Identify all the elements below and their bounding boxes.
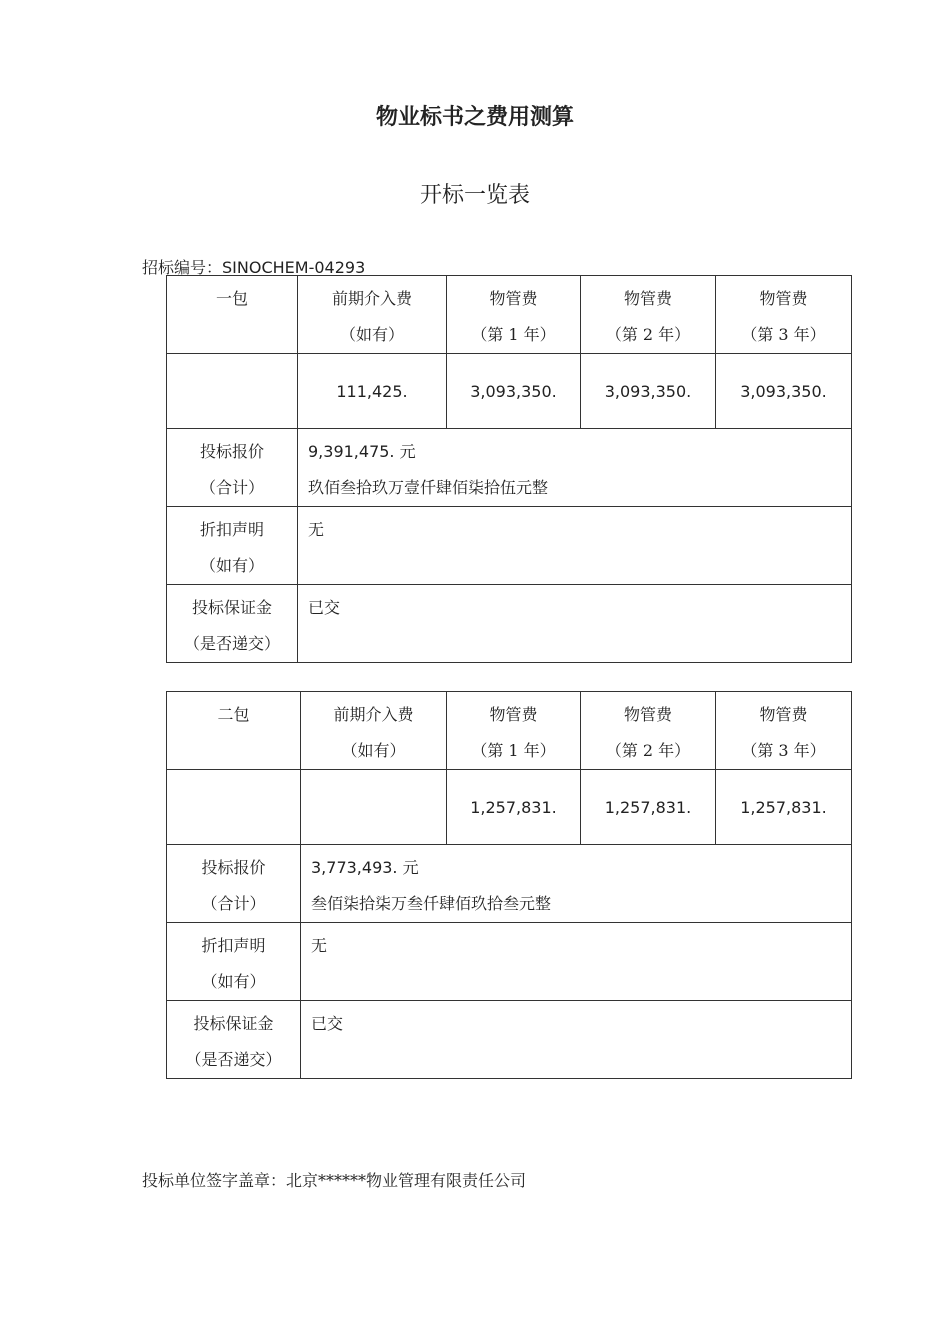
total-words: 叁佰柒拾柒万叁仟肆佰玖拾叁元整 [311,894,552,913]
total-unit: 元 [394,442,416,461]
total-unit: 元 [397,858,419,877]
header-line: （第 1 年） [471,741,556,760]
label-line: （如有） [201,972,266,991]
table-row [167,507,852,585]
discount-value: 无 [298,507,852,585]
total-label [167,845,301,923]
label-line: 折扣声明 [199,520,264,539]
document-subtitle: 开标一览表 [419,183,530,208]
table-row [167,845,852,923]
year3-header [716,692,852,770]
table-row [167,429,852,507]
package-name-cell [167,692,301,770]
header-line: 物管费 [489,705,538,724]
label-line: 投标报价 [199,442,264,461]
year2-value: 3,093,350. [581,354,716,429]
header-line: （第 2 年） [605,741,691,760]
discount-value: 无 [301,923,852,1001]
year3-value: 1,257,831. [716,770,852,845]
label-line: （合计） [199,478,264,497]
header-line: 前期介入费 [331,289,412,308]
header-line: 物管费 [759,705,808,724]
label-line: 投标报价 [201,858,266,877]
header-line: （第 1 年） [471,325,556,344]
header-line: 物管费 [623,705,672,724]
header-line: （如有） [339,325,404,344]
deposit-value: 已交 [298,585,852,663]
total-amount-line [308,434,851,470]
header-line: 前期介入费 [333,705,414,724]
discount-label [167,507,298,585]
discount-label [167,923,301,1001]
table-row [167,1001,852,1079]
header-line: （如有） [341,741,406,760]
signature-line: 投标单位签字盖章：北京******物业管理有限责任公司 [142,1171,527,1190]
year1-header [447,276,581,354]
header-line: 物管费 [759,289,808,308]
total-value-cell [298,429,852,507]
empty-cell [167,770,301,845]
total-amount: 3,773,493. [311,858,398,877]
pre-fee-value [301,770,447,845]
header-line: 物管费 [623,289,672,308]
total-amount-line [311,850,851,886]
pre-fee-value: 111,425. [298,354,447,429]
document-title: 物业标书之费用测算 [375,105,574,130]
total-value-cell [301,845,852,923]
bid-number-label: 招标编号： [142,258,223,277]
label-line: （合计） [201,894,266,913]
label-line: （是否递交） [183,634,280,653]
year1-header [447,692,581,770]
package-1-table [166,275,852,663]
total-words: 玖佰叁拾玖万壹仟肆佰柒拾伍元整 [308,478,549,497]
empty-cell [167,354,298,429]
label-line: 投标保证金 [191,598,272,617]
table-row [167,923,852,1001]
package-name-cell [167,276,298,354]
label-line: 投标保证金 [193,1014,274,1033]
year3-value: 3,093,350. [716,354,852,429]
deposit-label [167,1001,301,1079]
table-row [167,585,852,663]
header-line: 物管费 [489,289,538,308]
label-line: 折扣声明 [201,936,266,955]
package-2-table [166,691,852,1079]
pre-fee-header [298,276,447,354]
year2-value: 1,257,831. [581,770,716,845]
deposit-value: 已交 [301,1001,852,1079]
package-name: 一包 [215,289,248,308]
year1-value: 3,093,350. [447,354,581,429]
year2-header [581,276,716,354]
year1-value: 1,257,831. [447,770,581,845]
header-line: （第 3 年） [741,325,826,344]
deposit-label [167,585,298,663]
table-row [167,354,852,429]
label-line: （是否递交） [185,1050,282,1069]
year3-header [716,276,852,354]
pre-fee-header [301,692,447,770]
table-row [167,692,852,770]
total-label [167,429,298,507]
bid-number-value: SINOCHEM-04293 [222,258,366,277]
total-amount: 9,391,475. [308,442,395,461]
year2-header [581,692,716,770]
package-name: 二包 [217,705,250,724]
header-line: （第 2 年） [605,325,691,344]
table-row [167,770,852,845]
table-row [167,276,852,354]
header-line: （第 3 年） [741,741,826,760]
label-line: （如有） [199,556,264,575]
